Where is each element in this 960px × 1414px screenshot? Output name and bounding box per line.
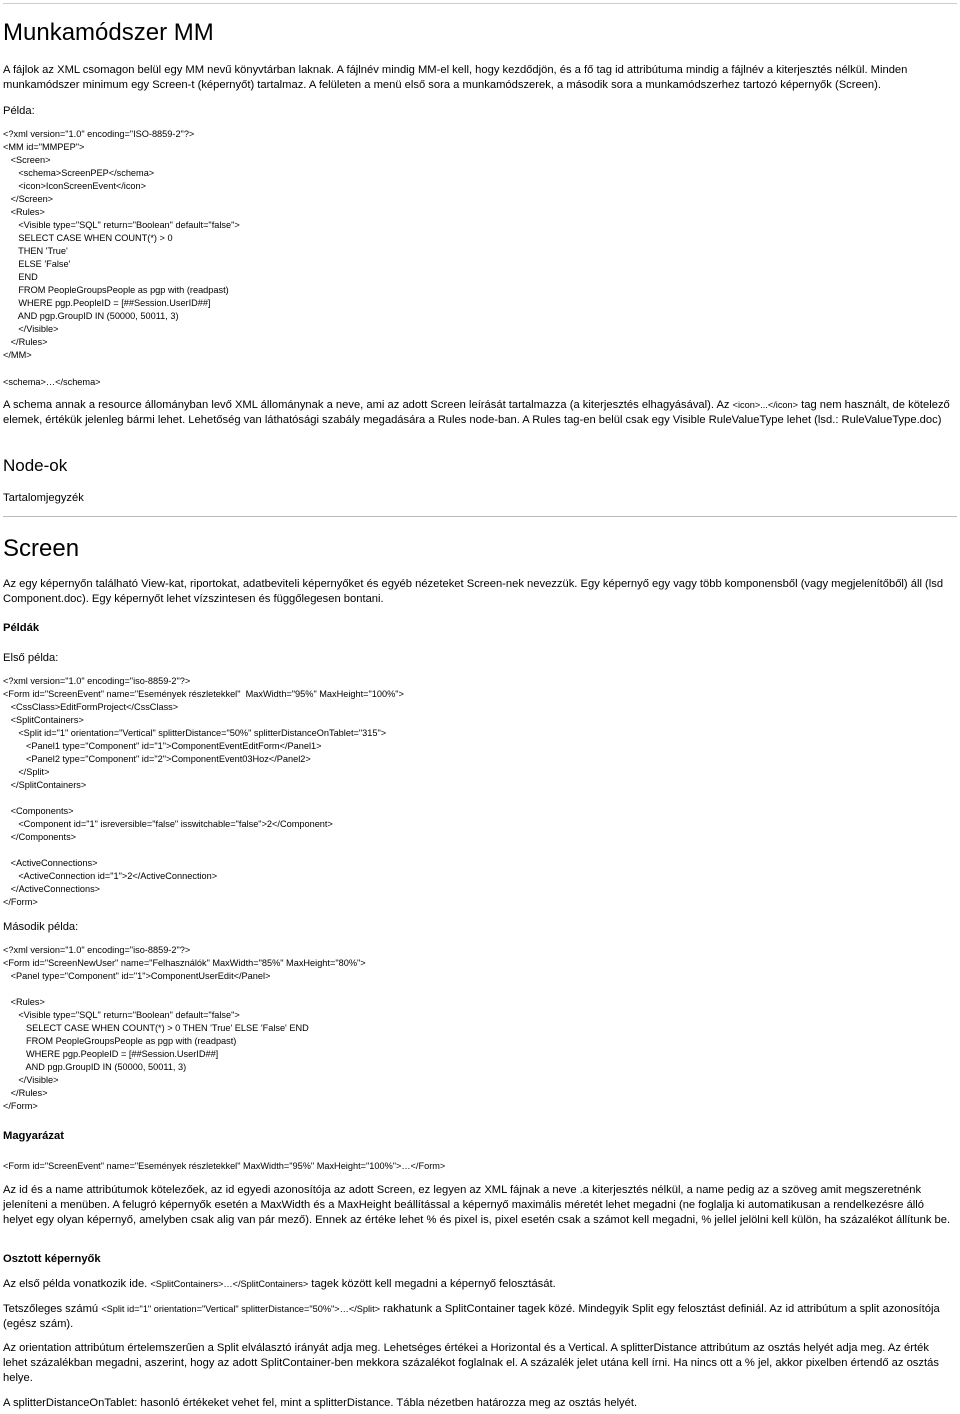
code-line: <CssClass>EditFormProject</CssClass> — [3, 702, 179, 712]
split-intro-text-a: Az első példa vonatkozik ide. — [3, 1278, 151, 1290]
code-line: <?xml version="1.0" encoding="iso-8859-2"?> — [3, 945, 191, 955]
split-intro-text-b: tagek között kell megadni a képernyő felosztását. — [308, 1278, 556, 1290]
code-line: FROM PeopleGroupsPeople as pgp with (readpast) — [3, 285, 229, 295]
page-title: Munkamódszer MM — [3, 19, 214, 46]
code-line: </MM> — [3, 350, 32, 360]
form-tag-line: <Form id="ScreenEvent" name="Események részletekkel" MaxWidth="95%" MaxHeight="100%">…</Form> — [3, 1161, 446, 1171]
explanation-heading: Magyarázat — [3, 1130, 64, 1142]
code-line: </Screen> — [3, 194, 54, 204]
code-line: <Visible type="SQL" return="Boolean" default="false"> — [3, 220, 240, 230]
code-line: <Rules> — [3, 207, 45, 217]
code-line: <Visible type="SQL" return="Boolean" default="false"> — [3, 1010, 240, 1020]
code-line: <Form id="ScreenNewUser" name="Felhasználók" MaxWidth="85%" MaxHeight="80%"> — [3, 958, 366, 968]
code-line: <Panel1 type="Component" id="1">ComponentEventEditForm</Panel1> — [3, 741, 322, 751]
split-intro-paragraph — [3, 1277, 953, 1292]
schema-paragraph — [3, 398, 953, 428]
code-line: </Visible> — [3, 324, 59, 334]
code-line: <?xml version="1.0" encoding="ISO-8859-2"?> — [3, 129, 195, 139]
code-block-mm — [3, 128, 240, 362]
code-line: SELECT CASE WHEN COUNT(*) > 0 THEN 'True' ELSE 'False' END — [3, 1023, 309, 1033]
code-line: <ActiveConnection id="1">2</ActiveConnection> — [3, 871, 218, 881]
code-line: </Rules> — [3, 337, 48, 347]
code-line: <MM id="MMPEP"> — [3, 142, 85, 152]
split-count-code: <Split id="1" orientation="Vertical" splitterDistance="50%">…</Split> — [101, 1304, 381, 1314]
code-line: </Visible> — [3, 1075, 59, 1085]
code-line: </Form> — [3, 1101, 38, 1111]
code-line: <Split id="1" orientation="Vertical" splitterDistance="50%" splitterDistanceOnTablet="315"> — [3, 728, 387, 738]
orientation-paragraph: Az orientation attribútum értelemszerűen a Split elválasztó irányát adja meg. Lehetséges értékei a Horizontal és a Vertical. A splitterDistance attribútum az osztás helyét adja meg. Az érték lehet százalékban megadni, aszerint, hogy az adott SplitContainer-ben mekkora százalékot foglalnak el. A százalék jelet utána kell írni. Ha nincs ott a % jel, akkor pixelben értendő az osztás helye. — [3, 1342, 939, 1384]
form-paragraph: Az id és a name attribútumok kötelezőek, az id egyedi azonosítója az adott Screen, ez legyen az XML fájnak a neve .a kiterjesztés nélkül, a name pedig az a szöveg amit megszeretnénk jeleníteni a menüben. A felugró képernyők esetén a MaxWidth és a MaxHeight beállítással a képernyő maximális méretét lehet megadni (ne foglalja ki automatikusan a rendelkezésre álló helyet egy olyan képernyő, amelyben csak alig van pár mező). Ennek az értéke lehet % és pixel is, pixel esetén csak a számot kell megadni, % jellel jelölni kell külön, ha százalékot állítunk be. — [3, 1184, 951, 1226]
schema-para-text-b: tag nem használt, de kötelező elemek, értékük jelenleg bármi lehet. Lehetőség van láthatósági szabály megadására a Rules node-ban. A Rules tag-en belül csak egy Visible RuleValueType lehet (lsd.: RuleValueType.doc) — [3, 399, 950, 426]
code-line: AND pgp.GroupID IN (50000, 50011, 3) — [3, 1062, 187, 1072]
divider — [3, 516, 957, 517]
code-line: <ActiveConnections> — [3, 858, 98, 868]
code-line: <?xml version="1.0" encoding="iso-8859-2"?> — [3, 676, 191, 686]
code-line: WHERE pgp.PeopleID = [##Session.UserID##] — [3, 298, 211, 308]
screen-paragraph: Az egy képernyőn található View-kat, riportokat, adatbeviteli képernyőket és egyéb nézeteket Screen-nek nevezzük. Egy képernyő egy vagy több komponensből (vagy megjelenítőből) áll (lsd Component.doc). Egy képernyőt lehet vízszintesen és függőlegesen bontani. — [3, 578, 944, 605]
schema-para-text-a: A schema annak a resource állományban levő XML állománynak a neve, ami az adott Screen leírását tartalmazza (a kiterjesztés elhagyásával). Az — [3, 399, 733, 411]
code-line — [3, 792, 404, 805]
code-line: END — [3, 272, 38, 282]
example-label: Példa: — [3, 105, 35, 117]
code-line: FROM PeopleGroupsPeople as pgp with (readpast) — [3, 1036, 237, 1046]
examples-heading: Példák — [3, 622, 40, 634]
section-nodeok: Node-ok — [3, 456, 68, 475]
code-line: <SplitContainers> — [3, 715, 84, 725]
code-line: <Components> — [3, 806, 74, 816]
schema-para-code: <icon>...</icon> — [732, 400, 799, 410]
code-line — [3, 983, 366, 996]
code-line: </Split> — [3, 767, 50, 777]
code-line: <Component id="1" isreversible="false" isswitchable="false">2</Component> — [3, 819, 333, 829]
code-line: <Panel2 type="Component" id="2">ComponentEvent03Hoz</Panel2> — [3, 754, 311, 764]
code-line: </ActiveConnections> — [3, 884, 101, 894]
code-line: <Screen> — [3, 155, 51, 165]
code-line: </Components> — [3, 832, 77, 842]
tablet-paragraph: A splitterDistanceOnTablet: hasonló értékeket vehet fel, mint a splitterDistance. Tábla nézetben határozza meg az osztás helyét. — [3, 1397, 638, 1409]
split-intro-code: <SplitContainers>…</SplitContainers> — [150, 1279, 309, 1289]
intro-paragraph: A fájlok az XML csomagon belül egy MM nevű könyvtárban laknak. A fájlnév mindig MM-el kell, hogy kezdődjön, és a fő tag id attribútuma mindig a fájlnév a kiterjesztés nélkül. Minden munkamódszer minimum egy Screen-t (képernyőt) tartalmaz. A felületen a menü első sora a munkamódszerek, a második sora a munkamódszerhez tartozó képernyők (Screen). — [3, 64, 908, 91]
section-screen: Screen — [3, 535, 80, 562]
code-line: <Form id="ScreenEvent" name="Események részletekkel" MaxWidth="95%" MaxHeight="100%"> — [3, 689, 404, 699]
code-line: </SplitContainers> — [3, 780, 87, 790]
toc-link[interactable]: Tartalomjegyzék — [3, 492, 84, 504]
split-count-text-a: Tetszőleges számú — [3, 1303, 102, 1315]
code-line: AND pgp.GroupID IN (50000, 50011, 3) — [3, 311, 179, 321]
code-line: <icon>IconScreenEvent</icon> — [3, 181, 147, 191]
split-screens-heading: Osztott képernyők — [3, 1253, 101, 1265]
split-count-text-b: rakhatunk a SplitContainer tagek közé. Mindegyik Split egy felosztást definiál. Az id attribútum a split azonosítója (egész szám). — [3, 1303, 940, 1330]
code-line: <Panel type="Component" id="1">ComponentUserEdit</Panel> — [3, 971, 271, 981]
code-line: <Rules> — [3, 997, 45, 1007]
code-block-form-event — [3, 675, 404, 909]
code-block-form-newuser — [3, 944, 366, 1113]
code-line: </Rules> — [3, 1088, 48, 1098]
first-example-label: Első példa: — [3, 652, 59, 664]
code-line — [3, 844, 404, 857]
split-count-paragraph — [3, 1302, 953, 1332]
code-line: ELSE 'False' — [3, 259, 71, 269]
code-line: SELECT CASE WHEN COUNT(*) > 0 — [3, 233, 173, 243]
code-line: WHERE pgp.PeopleID = [##Session.UserID##] — [3, 1049, 219, 1059]
top-rule — [3, 3, 957, 4]
code-line: <schema>ScreenPEP</schema> — [3, 168, 155, 178]
schema-tag: <schema>…</schema> — [3, 377, 101, 387]
second-example-label: Második példa: — [3, 921, 79, 933]
code-line: THEN 'True' — [3, 246, 68, 256]
code-line: </Form> — [3, 897, 38, 907]
